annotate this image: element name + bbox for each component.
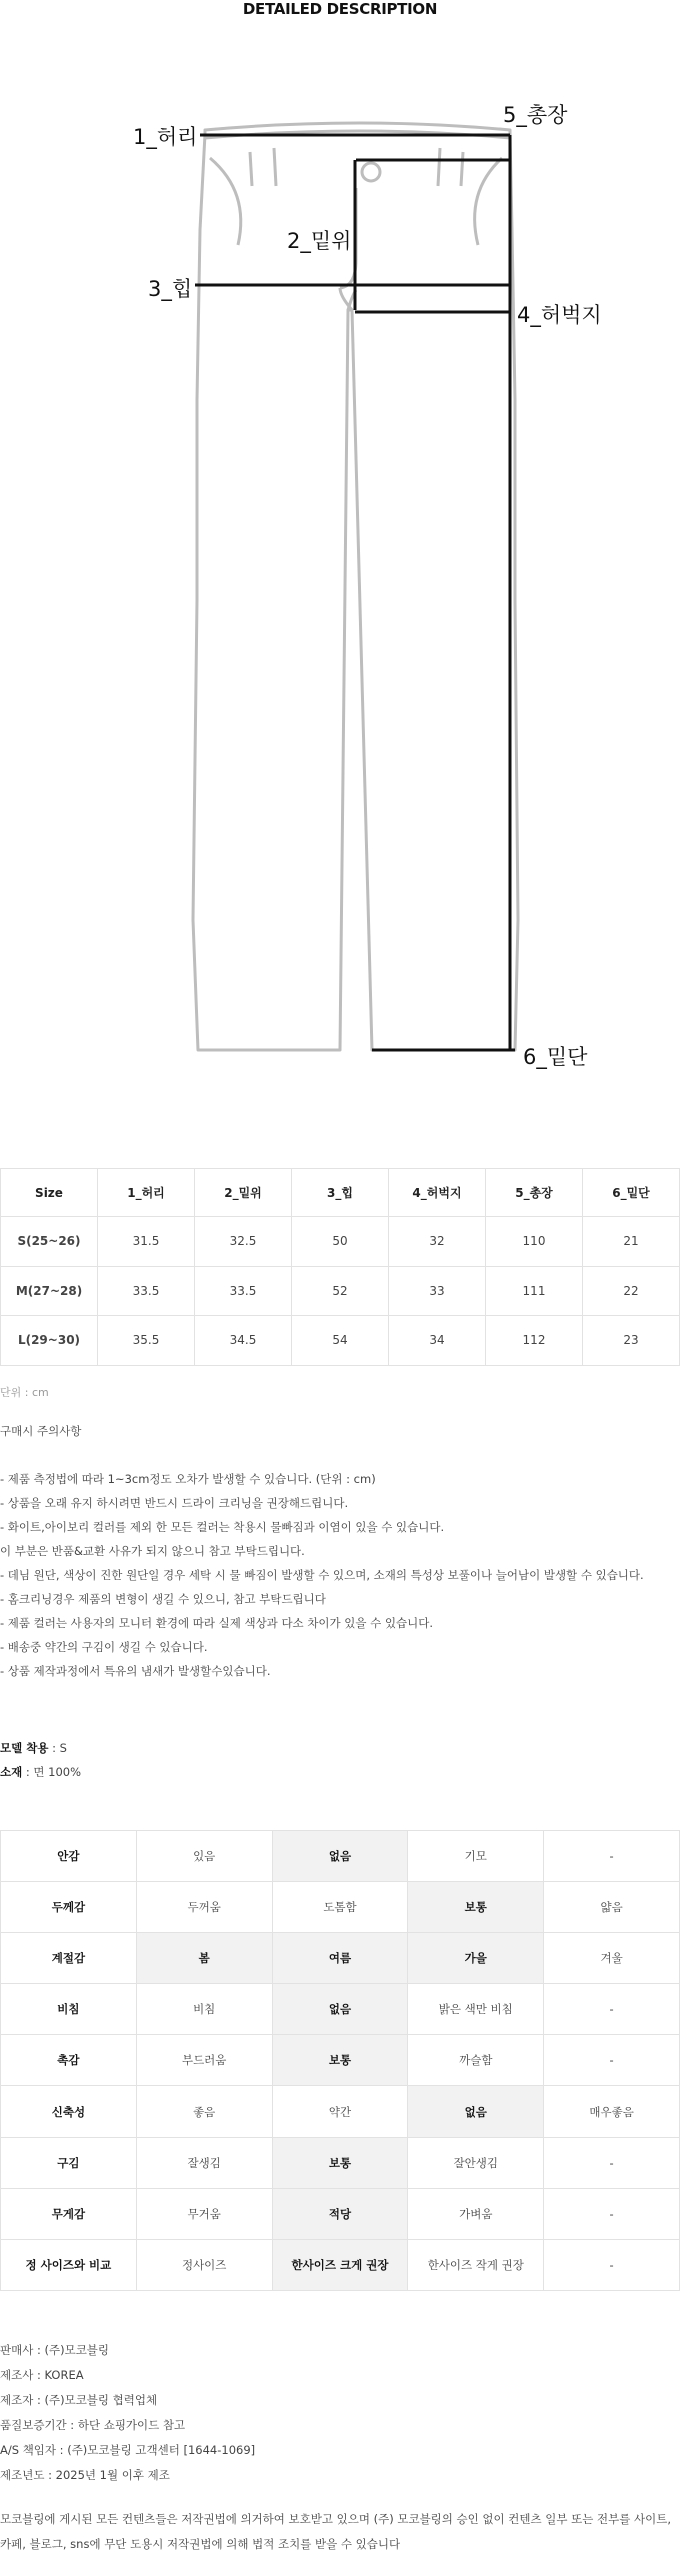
feature-option: -	[544, 2137, 680, 2188]
feature-option-selected: 보통	[272, 2035, 408, 2086]
feature-name-cell: 무게감	[1, 2188, 137, 2239]
feature-option: 잘안생김	[408, 2137, 544, 2188]
pants-measurement-diagram	[0, 100, 680, 1100]
table-row	[1, 1266, 680, 1316]
info-warranty: 품질보증기간 : 하단 쇼핑가이드 참고	[0, 2418, 186, 2432]
feature-option: 무거움	[136, 2188, 272, 2239]
table-row	[1, 1217, 680, 1267]
list-item: - 제품 측정법에 따라 1~3cm정도 오차가 발생할 수 있습니다. (단위 : cm)	[0, 1472, 376, 1486]
feature-option: 겨울	[544, 1933, 680, 1984]
feature-option-selected: 보통	[272, 2137, 408, 2188]
feature-option: -	[544, 2188, 680, 2239]
hem-label: 6_밑단	[523, 1045, 588, 1069]
feature-option: 좋음	[136, 2086, 272, 2137]
feature-option: 한사이즈 작게 권장	[408, 2239, 544, 2290]
unit-note: 단위 : cm	[0, 1386, 49, 1399]
table-cell: 110	[486, 1217, 583, 1267]
copyright-notice	[0, 2507, 680, 2557]
measurement-lines	[195, 135, 515, 1050]
feature-option: -	[544, 2035, 680, 2086]
table-row	[1, 2239, 680, 2290]
feature-option: -	[544, 1831, 680, 1882]
list-item: - 상품 제작과정에서 특유의 냄새가 발생할수있습니다.	[0, 1664, 271, 1678]
info-manufacture-date: 제조년도 : 2025년 1월 이후 제조	[0, 2468, 170, 2482]
feature-option: 정사이즈	[136, 2239, 272, 2290]
table-cell: 33.5	[195, 1266, 292, 1316]
feature-option: 까슬함	[408, 2035, 544, 2086]
feature-name-cell: 두께감	[1, 1882, 137, 1933]
length-label: 5_총장	[503, 103, 568, 127]
feature-name-cell: 촉감	[1, 2035, 137, 2086]
feature-name-cell: 정 사이즈와 비교	[1, 2239, 137, 2290]
table-cell: 35.5	[98, 1316, 195, 1366]
feature-option: 매우좋음	[544, 2086, 680, 2137]
purchase-notice	[0, 1423, 680, 1687]
feature-name-cell: 안감	[1, 1831, 137, 1882]
thigh-header: 4_허벅지	[389, 1169, 486, 1217]
hem-header: 6_밑단	[583, 1169, 680, 1217]
table-row	[1, 2137, 680, 2188]
table-row	[1, 1984, 680, 2035]
copyright-line: 카페, 블로그, sns에 무단 도용시 저작권법에 의해 법적 조치를 받을 수 있습니다	[0, 2537, 401, 2551]
table-cell: 21	[583, 1217, 680, 1267]
model-fit-value: : S	[48, 1741, 67, 1755]
feature-option-selected: 봄	[136, 1933, 272, 1984]
feature-name-cell: 구김	[1, 2137, 137, 2188]
hip-label: 3_힙	[148, 277, 193, 301]
info-maker: 제조자 : (주)모코블링 협력업체	[0, 2393, 158, 2407]
feature-option: 기모	[408, 1831, 544, 1882]
copyright-line: 모코블링에 게시된 모든 컨텐츠들은 저작권법에 의거하여 보호받고 있으며 (주) 모코블링의 승인 없이 컨텐츠 일부 또는 전부를 사이트,	[0, 2512, 671, 2526]
length-header: 5_총장	[486, 1169, 583, 1217]
feature-option: 밝은 색만 비침	[408, 1984, 544, 2035]
feature-option: 부드러움	[136, 2035, 272, 2086]
table-cell: 32.5	[195, 1217, 292, 1267]
product-feature-table	[0, 1830, 680, 2291]
list-item: - 홈크리닝경우 제품의 변형이 생길 수 있으니, 참고 부탁드립니다	[0, 1592, 326, 1606]
table-row	[1, 1933, 680, 1984]
model-fit-line	[0, 1736, 81, 1760]
feature-option: 도톰함	[272, 1882, 408, 1933]
feature-option-selected: 없음	[272, 1984, 408, 2035]
table-cell: 52	[292, 1266, 389, 1316]
table-row	[1, 2188, 680, 2239]
page-title: DETAILED DESCRIPTION	[242, 0, 438, 18]
table-row	[1, 1831, 680, 1882]
feature-option: -	[544, 1984, 680, 2035]
list-item: - 배송중 약간의 구김이 생길 수 있습니다.	[0, 1640, 208, 1654]
size-cell: S(25~26)	[1, 1217, 98, 1267]
thigh-label: 4_허벅지	[517, 303, 602, 327]
material-value: : 면 100%	[22, 1765, 82, 1779]
notice-title: 구매시 주의사항	[0, 1424, 82, 1438]
feature-option: 약간	[272, 2086, 408, 2137]
feature-name-cell: 비침	[1, 1984, 137, 2035]
table-row	[1, 1882, 680, 1933]
info-as-contact: A/S 책임자 : (주)모코블링 고객센터 [1644-1069]	[0, 2443, 256, 2457]
size-table	[0, 1168, 680, 1366]
table-cell: 34	[389, 1316, 486, 1366]
feature-option: 있음	[136, 1831, 272, 1882]
feature-option-selected: 한사이즈 크게 권장	[272, 2239, 408, 2290]
feature-option-selected: 여름	[272, 1933, 408, 1984]
rise-label: 2_밑위	[287, 229, 352, 253]
table-cell: 23	[583, 1316, 680, 1366]
feature-name-cell: 신축성	[1, 2086, 137, 2137]
list-item: - 제품 컬러는 사용자의 모니터 환경에 따라 실제 색상과 다소 차이가 있을 수 있습니다.	[0, 1616, 434, 1630]
product-info	[0, 2338, 680, 2488]
waist-header: 1_허리	[98, 1169, 195, 1217]
size-table-header-row	[1, 1169, 680, 1217]
feature-option-selected: 가을	[408, 1933, 544, 1984]
feature-option-selected: 없음	[408, 2086, 544, 2137]
info-manufacturer: 제조사 : KOREA	[0, 2368, 84, 2382]
waist-label: 1_허리	[133, 125, 198, 149]
list-item: - 상품을 오래 유지 하시려면 반드시 드라이 크리닝을 권장해드립니다.	[0, 1496, 349, 1510]
feature-option-selected: 없음	[272, 1831, 408, 1882]
size-header: Size	[1, 1169, 98, 1217]
model-fit-label: 모델 착용	[0, 1741, 49, 1755]
rise-header: 2_밑위	[195, 1169, 292, 1217]
table-row	[1, 2035, 680, 2086]
notice-list	[0, 1471, 680, 1687]
table-cell: 54	[292, 1316, 389, 1366]
material-label: 소재	[0, 1765, 23, 1779]
feature-option: 두꺼움	[136, 1882, 272, 1933]
feature-option-selected: 적당	[272, 2188, 408, 2239]
material-line	[0, 1760, 81, 1784]
table-cell: 112	[486, 1316, 583, 1366]
feature-option: -	[544, 2239, 680, 2290]
feature-option-selected: 보통	[408, 1882, 544, 1933]
feature-option: 잘생김	[136, 2137, 272, 2188]
table-cell: 22	[583, 1266, 680, 1316]
table-cell: 50	[292, 1217, 389, 1267]
model-info	[0, 1736, 81, 1784]
table-row	[1, 2086, 680, 2137]
hip-header: 3_힙	[292, 1169, 389, 1217]
feature-option: 가벼움	[408, 2188, 544, 2239]
feature-name-cell: 계절감	[1, 1933, 137, 1984]
table-cell: 32	[389, 1217, 486, 1267]
list-item: 이 부분은 반품&교환 사유가 되지 않으니 참고 부탁드립니다.	[0, 1544, 305, 1558]
table-cell: 33	[389, 1266, 486, 1316]
table-cell: 31.5	[98, 1217, 195, 1267]
feature-option: 비침	[136, 1984, 272, 2035]
feature-option: 얇음	[544, 1882, 680, 1933]
table-cell: 34.5	[195, 1316, 292, 1366]
table-cell: 111	[486, 1266, 583, 1316]
size-cell: M(27~28)	[1, 1266, 98, 1316]
info-seller: 판매사 : (주)모코블링	[0, 2343, 110, 2357]
table-cell: 33.5	[98, 1266, 195, 1316]
table-row	[1, 1316, 680, 1366]
list-item: - 화이트,아이보리 컬러를 제외 한 모든 컬러는 착용시 물빠짐과 이염이 있을 수 있습니다.	[0, 1520, 445, 1534]
list-item: - 데님 원단, 색상이 진한 원단일 경우 세탁 시 물 빠짐이 발생할 수 있으며, 소재의 특성상 보풀이나 늘어남이 발생할 수 있습니다.	[0, 1568, 644, 1582]
size-cell: L(29~30)	[1, 1316, 98, 1366]
